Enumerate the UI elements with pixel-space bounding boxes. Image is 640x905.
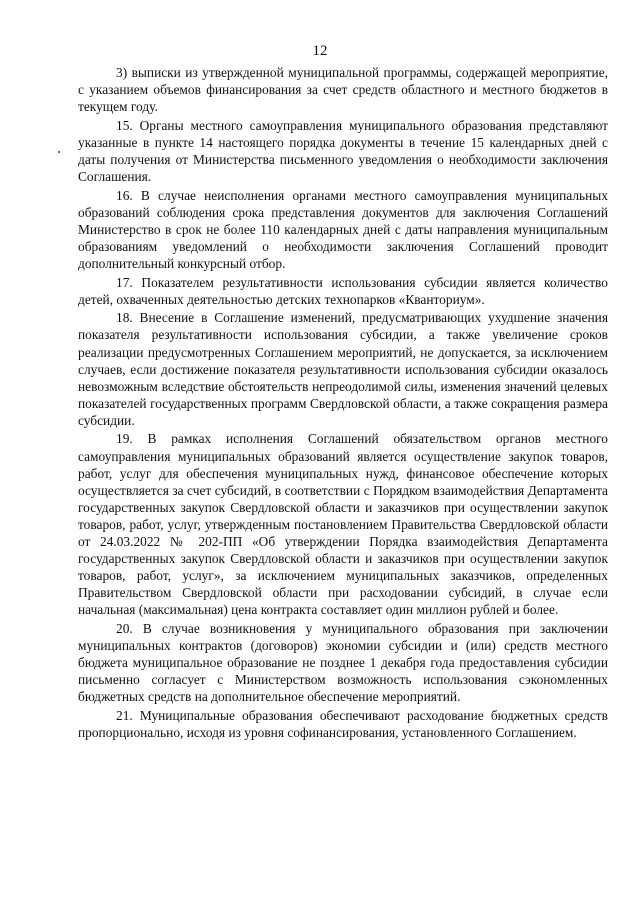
paragraph-21: 21. Муниципальные образования обеспечивают расходование бюджетных средств пропорционально, исходя из уровня софинансирования, установленного Соглашением. <box>78 707 608 741</box>
paragraph-item-3: 3) выписки из утвержденной муниципальной программы, содержащей мероприятие, с указанием объемов финансирования за счет средств областного и местного бюджетов в текущем году. <box>78 65 608 115</box>
paragraph-15: 15. Органы местного самоуправления муниципального образования представляют указанные в пункте 14 настоящего порядка документы в течение 15 календарных дней с даты получения от Министерства письменного уведомления о необходимости заключения Соглашения. <box>78 117 608 185</box>
paragraph-16: 16. В случае неисполнения органами местного самоуправления муниципальных образований соблюдения срока представления документов для заключения Соглашений Министерство в срок не более 110 календарных дней с даты направления муниципальным образованиям уведомлений о необходимости заключения Соглашений проводит дополнительный конкурсный отбор. <box>78 187 608 272</box>
document-body <box>78 64 608 743</box>
page-number: 12 <box>312 43 328 59</box>
scan-speck <box>58 151 60 153</box>
paragraph-20: 20. В случае возникновения у муниципального образования при заключении муниципальных контрактов (договоров) экономии субсидии и (или) средств местного бюджета муниципальное образование не позднее 1 декабря года предоставления субсидии письменно согласует с Министерством возможность использования сэкономленных бюджетных средств на дополнительное обеспечение мероприятий. <box>78 621 608 705</box>
paragraph-19: 19. В рамках исполнения Соглашений обязательством органов местного самоуправления муниципальных образований является осуществление закупок товаров, работ, услуг для обеспечения муниципальных нужд, финансовое обеспечение которых осуществляется за счет субсидий, в соответствии с Порядком взаимодействия Департамента государственных закупок Свердловской области и заказчиков при осуществлении закупок товаров, работ, услуг, утвержденным постановлением Правительства Свердловской области от 24.03.2022 № 202-ПП «Об утверждении Порядка взаимодействия Департамента государственных закупок Свердловской области и заказчиков при осуществлении закупок товаров, работ, услуг», за исключением муниципальных заказчиков, определенных Правительством Свердловской области при расходовании субсидий, в случае если начальная (максимальная) цена контракта составляет один миллион рублей и более. <box>78 431 608 618</box>
paragraph-18: 18. Внесение в Соглашение изменений, предусматривающих ухудшение значения показателя результативности использования субсидии, а также увеличение сроков реализации предусмотренных Соглашением мероприятий, не допускается, за исключением случаев, если достижение показателя результативности использования субсидии оказалось невозможным вследствие обстоятельств непреодолимой силы, изменения значений целевых показателей государственных программ Свердловской области, а также сокращения размера субсидии. <box>78 310 608 428</box>
paragraph-17: 17. Показателем результативности использования субсидии является количество детей, охваченных деятельностью детских технопарков «Кванториум». <box>78 274 608 307</box>
